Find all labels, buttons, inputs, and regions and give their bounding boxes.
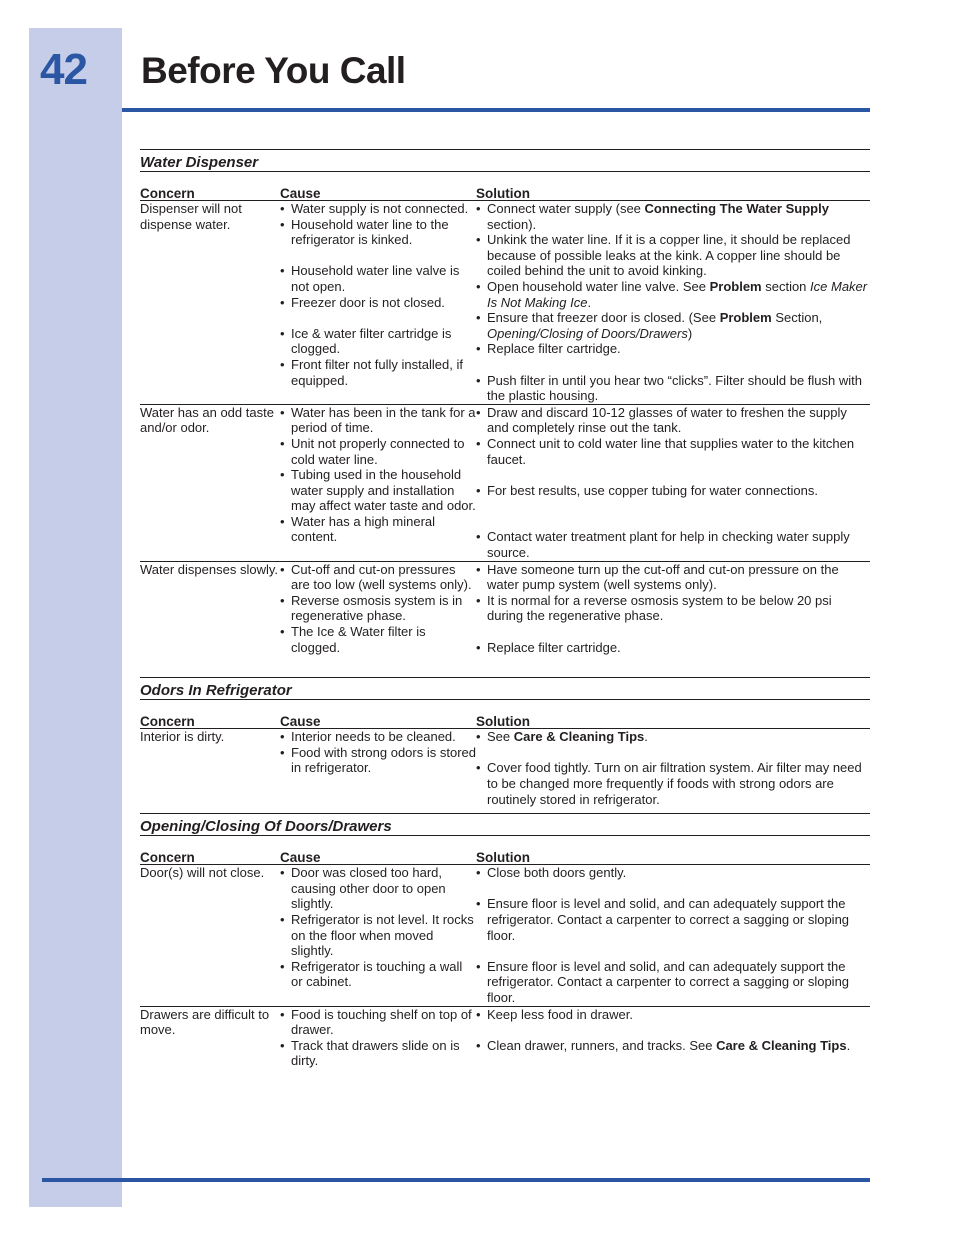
cause-item bbox=[280, 624, 476, 655]
concern-cell: Water dispenses slowly. bbox=[140, 561, 278, 577]
solution-item bbox=[476, 760, 870, 807]
solution-text: Connect unit to cold water line that supplies water to the kitchen faucet. bbox=[487, 435, 855, 467]
section-heading bbox=[140, 149, 870, 172]
solution-item bbox=[476, 640, 870, 656]
solution-cell bbox=[476, 865, 870, 1006]
table-header-row bbox=[140, 846, 870, 865]
solution-item bbox=[476, 232, 870, 279]
solution-reference: Care & Cleaning Tips bbox=[513, 729, 645, 745]
solution-list bbox=[476, 405, 870, 561]
solution-text: . bbox=[846, 1037, 851, 1053]
solution-text: It is normal for a reverse osmosis system to be below 20 psi during the regenerative phase. bbox=[487, 592, 832, 624]
solution-text: Section, bbox=[771, 310, 823, 326]
solution-cell bbox=[476, 404, 870, 561]
cause-column-header: Cause bbox=[280, 710, 476, 729]
cause-item bbox=[280, 959, 476, 990]
troubleshooting-table bbox=[140, 710, 870, 807]
page-sidebar bbox=[29, 28, 122, 1207]
concern-column-header: Concern bbox=[140, 710, 280, 729]
cause-list bbox=[280, 1007, 476, 1069]
solution-text: Have someone turn up the cut-off and cut-on pressure on the water pump system (well systems only). bbox=[487, 561, 839, 593]
cause-item bbox=[280, 436, 476, 467]
cause-item bbox=[280, 514, 476, 545]
solution-item bbox=[476, 436, 870, 483]
cause-item bbox=[280, 326, 476, 357]
solution-text: For best results, use copper tubing for water connections. bbox=[487, 482, 818, 498]
cause-list bbox=[280, 562, 476, 656]
solution-text: Close both doors gently. bbox=[487, 865, 627, 881]
section-title: Opening/Closing Of Doors/Drawers bbox=[140, 818, 392, 836]
table-row bbox=[140, 201, 870, 405]
solution-reference: Problem bbox=[719, 310, 772, 326]
solution-text: Ensure floor is level and solid, and can adequately support the refrigerator. Contact a carpenter to correct a sagging or sloping floor. bbox=[487, 896, 850, 943]
solution-item bbox=[476, 529, 870, 560]
solution-cell bbox=[476, 729, 870, 807]
solution-text: Clean drawer, runners, and tracks. See bbox=[487, 1037, 717, 1053]
spacer bbox=[487, 357, 870, 373]
cause-cell bbox=[280, 729, 476, 807]
cause-item bbox=[280, 467, 476, 514]
spacer bbox=[487, 624, 870, 640]
solution-cell bbox=[476, 1006, 870, 1069]
solution-item bbox=[476, 201, 870, 232]
table-row bbox=[140, 561, 870, 655]
cause-list bbox=[280, 405, 476, 545]
cause-cell bbox=[280, 865, 476, 1006]
troubleshooting-content bbox=[140, 149, 870, 1069]
cause-item bbox=[280, 745, 476, 776]
cause-text: The Ice & Water filter is clogged. bbox=[291, 624, 426, 655]
concern-cell: Water has an odd taste and/or odor. bbox=[140, 404, 280, 561]
cause-text: Household water line valve is not open. bbox=[291, 263, 460, 294]
concern-cell: Dispenser will not dispense water. bbox=[140, 201, 280, 405]
page-number: 42 bbox=[40, 45, 87, 94]
solution-reference: Care & Cleaning Tips bbox=[716, 1037, 847, 1053]
cause-item bbox=[280, 562, 476, 593]
solution-subsection: Opening/Closing of Doors/Drawers bbox=[487, 325, 688, 341]
section-title: Water Dispenser bbox=[140, 154, 259, 171]
spacer bbox=[291, 310, 476, 326]
spacer bbox=[487, 1022, 870, 1038]
table-row bbox=[140, 404, 870, 561]
cause-list bbox=[280, 729, 476, 776]
cause-cell bbox=[280, 201, 476, 405]
solution-cell bbox=[476, 561, 870, 655]
spacer bbox=[291, 248, 476, 264]
cause-cell bbox=[280, 404, 476, 561]
solution-text: Ensure floor is level and solid, and can adequately support the refrigerator. Contact a carpenter to correct a sagging or sloping floor. bbox=[487, 958, 850, 1005]
cause-item bbox=[280, 405, 476, 436]
footer-rule bbox=[42, 1178, 870, 1182]
solution-item bbox=[476, 279, 870, 310]
cause-item bbox=[280, 263, 476, 294]
solution-text: . bbox=[587, 294, 592, 310]
solution-item bbox=[476, 729, 870, 760]
cause-item bbox=[280, 865, 476, 912]
solution-item bbox=[476, 483, 870, 530]
cause-text: Water has a high mineral content. bbox=[291, 513, 436, 545]
troubleshooting-table bbox=[140, 182, 870, 655]
solution-text: Keep less food in drawer. bbox=[487, 1006, 633, 1022]
solution-text: Draw and discard 10-12 glasses of water to freshen the supply and completely rinse out the tank. bbox=[487, 404, 847, 436]
solution-subsection: Ice Maker Is Not Making Ice bbox=[487, 278, 868, 310]
cause-text: Door was closed too hard, causing other door to open slightly. bbox=[291, 865, 446, 912]
solution-text: . bbox=[644, 729, 648, 745]
solution-text: Push filter in until you hear two “clicks”. Filter should be flush with the plastic housing. bbox=[487, 372, 862, 404]
cause-text: Refrigerator is touching a wall or cabinet. bbox=[291, 958, 463, 990]
cause-item bbox=[280, 593, 476, 624]
cause-text: Food is touching shelf on top of drawer. bbox=[291, 1006, 472, 1038]
solution-item bbox=[476, 1007, 870, 1038]
table-header-row bbox=[140, 710, 870, 729]
table-row bbox=[140, 729, 870, 807]
cause-item bbox=[280, 201, 476, 217]
solution-list bbox=[476, 201, 870, 404]
solution-text: Ensure that freezer door is closed. (See bbox=[487, 310, 720, 326]
cause-item bbox=[280, 912, 476, 959]
section-0 bbox=[140, 149, 870, 655]
cause-text: Ice & water filter cartridge is clogged. bbox=[291, 325, 452, 357]
solution-list bbox=[476, 562, 870, 656]
cause-item bbox=[280, 217, 476, 264]
cause-text: Cut-off and cut-on pressures are too low (well systems only). bbox=[291, 561, 472, 593]
solution-text: Replace filter cartridge. bbox=[487, 639, 621, 655]
cause-text: Unit not properly connected to cold water line. bbox=[291, 435, 465, 467]
solution-item bbox=[476, 865, 870, 896]
solution-text: See bbox=[487, 729, 514, 745]
concern-cell: Interior is dirty. bbox=[140, 729, 225, 745]
solution-text: Contact water treatment plant for help in checking water supply source. bbox=[487, 529, 850, 561]
spacer bbox=[487, 467, 870, 483]
cause-text: Refrigerator is not level. It rocks on the floor when moved slightly. bbox=[291, 911, 474, 959]
spacer bbox=[487, 881, 870, 897]
cause-text: Interior needs to be cleaned. bbox=[291, 729, 456, 745]
solution-cell bbox=[476, 201, 870, 405]
cause-text: Food with strong odors is stored in refrigerator. bbox=[291, 744, 476, 776]
solution-text: ) bbox=[687, 325, 693, 341]
section-1 bbox=[140, 677, 870, 807]
cause-text: Track that drawers slide on is dirty. bbox=[291, 1037, 460, 1069]
spacer bbox=[487, 943, 870, 959]
cause-item bbox=[280, 1038, 476, 1069]
solution-item bbox=[476, 405, 870, 436]
solution-column-header: Solution bbox=[476, 182, 870, 201]
spacer bbox=[487, 745, 870, 761]
solution-reference: Connecting The Water Supply bbox=[644, 201, 829, 216]
solution-text: Connect water supply (see bbox=[487, 201, 645, 216]
solution-list bbox=[476, 865, 870, 1005]
spacer bbox=[487, 514, 870, 530]
solution-text: section bbox=[761, 278, 811, 294]
cause-column-header: Cause bbox=[280, 182, 476, 201]
troubleshooting-table bbox=[140, 846, 870, 1069]
solution-column-header: Solution bbox=[476, 710, 870, 729]
concern-cell: Drawers are difficult to move. bbox=[140, 1006, 270, 1038]
table-row bbox=[140, 1006, 870, 1069]
solution-text: Unkink the water line. If it is a copper line, it should be replaced because of possible leaks at the kink. A copper line should be coiled behind the unit to avoid kinking. bbox=[487, 232, 851, 279]
table-row bbox=[140, 865, 870, 1006]
cause-text: Household water line to the refrigerator is kinked. bbox=[291, 216, 449, 248]
table-header-row bbox=[140, 182, 870, 201]
cause-list bbox=[280, 201, 476, 388]
solution-item bbox=[476, 341, 870, 372]
cause-text: Water supply is not connected. bbox=[291, 201, 469, 216]
solution-item bbox=[476, 959, 870, 1006]
solution-item bbox=[476, 896, 870, 958]
cause-text: Freezer door is not closed. bbox=[291, 294, 445, 310]
solution-reference: Problem bbox=[709, 278, 762, 294]
cause-cell bbox=[280, 1006, 476, 1069]
concern-column-header: Concern bbox=[140, 846, 280, 865]
cause-text: Tubing used in the household water supply and installation may affect water taste and odor. bbox=[291, 467, 476, 514]
solution-text: Cover food tightly. Turn on air filtration system. Air filter may need to be changed more frequently if foods with strong odors are routinely stored in refrigerator. bbox=[487, 760, 862, 807]
solution-column-header: Solution bbox=[476, 846, 870, 865]
cause-item bbox=[280, 1007, 476, 1038]
cause-text: Water has been in the tank for a period of time. bbox=[291, 404, 476, 436]
section-heading bbox=[140, 813, 870, 836]
cause-cell bbox=[280, 561, 476, 655]
cause-text: Front filter not fully installed, if equipped. bbox=[291, 356, 463, 388]
concern-column-header: Concern bbox=[140, 182, 280, 201]
section-title: Odors In Refrigerator bbox=[140, 682, 292, 700]
solution-item bbox=[476, 310, 870, 341]
concern-cell: Door(s) will not close. bbox=[140, 865, 280, 1006]
cause-list bbox=[280, 865, 476, 990]
cause-column-header: Cause bbox=[280, 846, 476, 865]
solution-list bbox=[476, 1007, 870, 1054]
page-title: Before You Call bbox=[141, 50, 406, 91]
solution-item bbox=[476, 593, 870, 640]
cause-item bbox=[280, 295, 476, 326]
section-2 bbox=[140, 813, 870, 1069]
cause-text: Reverse osmosis system is in regenerative phase. bbox=[291, 592, 463, 624]
cause-item bbox=[280, 357, 476, 388]
solution-text: section). bbox=[487, 216, 537, 232]
solution-text: Open household water line valve. See bbox=[487, 278, 710, 294]
solution-list bbox=[476, 729, 870, 807]
solution-text: Replace filter cartridge. bbox=[487, 341, 621, 357]
spacer bbox=[487, 498, 870, 514]
solution-item bbox=[476, 562, 870, 593]
solution-item bbox=[476, 373, 870, 404]
section-heading bbox=[140, 677, 870, 700]
cause-item bbox=[280, 729, 476, 745]
header-rule bbox=[122, 108, 870, 112]
solution-item bbox=[476, 1038, 870, 1054]
